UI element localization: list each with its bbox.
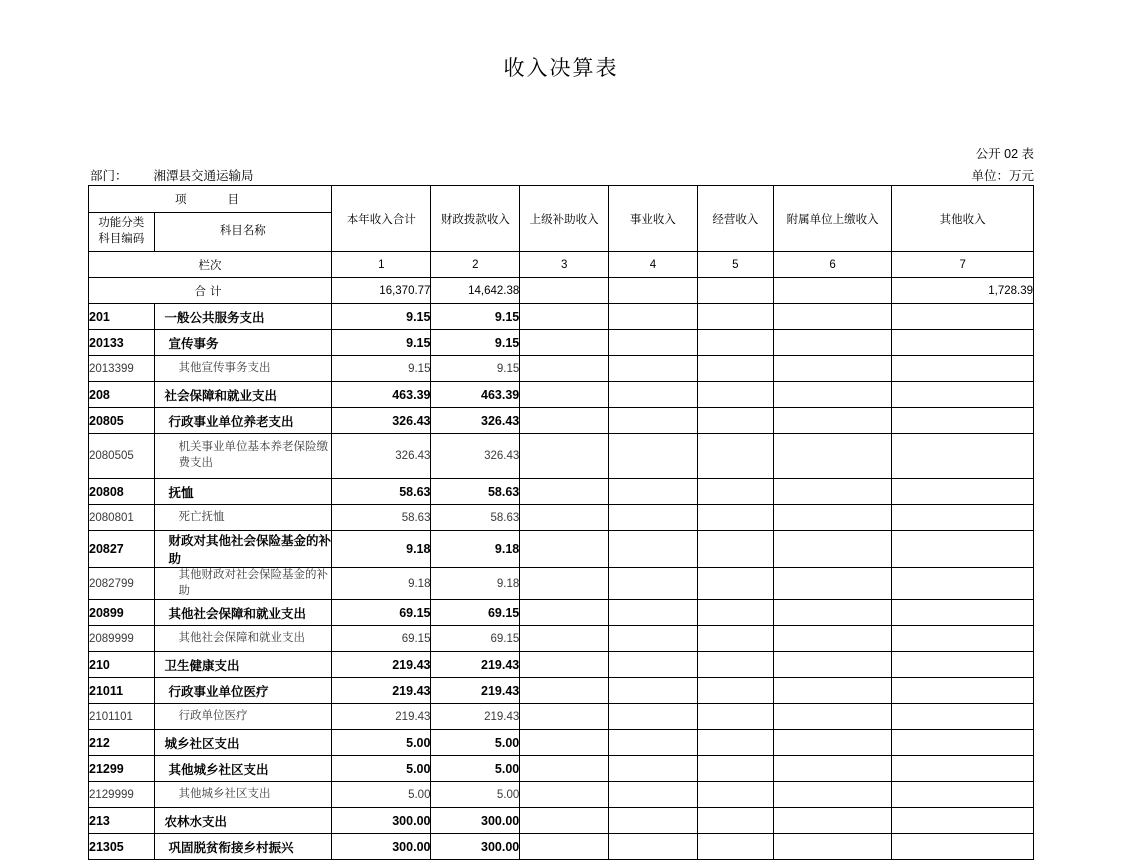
header-col-3: 上级补助收入 xyxy=(520,186,609,252)
row-value-1: 9.18 xyxy=(332,531,431,568)
table-row xyxy=(89,505,1034,531)
row-code: 2129999 xyxy=(89,782,155,808)
row-subject-name: 城乡社区支出 xyxy=(154,730,332,756)
table-row xyxy=(89,531,1034,568)
row-value-6 xyxy=(773,808,891,834)
row-subject-name: 其他社会保障和就业支出 xyxy=(154,626,332,652)
table-lane-row xyxy=(89,252,1034,278)
row-value-7 xyxy=(892,382,1034,408)
row-value-6 xyxy=(773,600,891,626)
table-row xyxy=(89,808,1034,834)
row-value-3 xyxy=(520,304,609,330)
header-col-5: 经营收入 xyxy=(697,186,773,252)
row-value-2: 219.43 xyxy=(431,704,520,730)
row-value-4 xyxy=(609,304,698,330)
row-value-3 xyxy=(520,330,609,356)
row-value-6 xyxy=(773,356,891,382)
row-value-6 xyxy=(773,505,891,531)
row-value-1: 326.43 xyxy=(332,434,431,479)
row-value-2: 219.43 xyxy=(431,652,520,678)
header-name-column: 科目名称 xyxy=(154,213,332,252)
row-value-1: 219.43 xyxy=(332,678,431,704)
table-row xyxy=(89,568,1034,600)
row-value-4 xyxy=(609,704,698,730)
row-subject-name: 社会保障和就业支出 xyxy=(154,382,332,408)
row-value-7 xyxy=(892,678,1034,704)
row-code: 2080505 xyxy=(89,434,155,479)
row-value-6 xyxy=(773,678,891,704)
row-value-3 xyxy=(520,505,609,531)
row-subject-name: 其他城乡社区支出 xyxy=(154,756,332,782)
row-value-4 xyxy=(609,678,698,704)
row-value-3 xyxy=(520,730,609,756)
row-value-1: 58.63 xyxy=(332,479,431,505)
total-label: 合计 xyxy=(89,278,332,304)
row-value-4 xyxy=(609,434,698,479)
department-line xyxy=(90,166,254,184)
row-value-3 xyxy=(520,600,609,626)
row-subject-name: 农林水支出 xyxy=(154,808,332,834)
row-value-2: 9.15 xyxy=(431,330,520,356)
row-value-7 xyxy=(892,505,1034,531)
row-value-7 xyxy=(892,531,1034,568)
row-subject-name: 一般公共服务支出 xyxy=(154,304,332,330)
row-value-5 xyxy=(697,808,773,834)
header-col-7: 其他收入 xyxy=(892,186,1034,252)
table-row xyxy=(89,756,1034,782)
lane-num-4: 4 xyxy=(609,252,698,278)
row-value-5 xyxy=(697,434,773,479)
row-code: 20827 xyxy=(89,531,155,568)
row-value-4 xyxy=(609,479,698,505)
row-value-3 xyxy=(520,568,609,600)
row-value-5 xyxy=(697,505,773,531)
row-value-2: 219.43 xyxy=(431,678,520,704)
unit-note: 单位：万元 xyxy=(971,169,1034,183)
lane-label: 栏次 xyxy=(89,252,332,278)
page xyxy=(0,52,1122,855)
header-code-line2: 科目编码 xyxy=(98,233,145,245)
row-value-7 xyxy=(892,834,1034,860)
row-value-2: 463.39 xyxy=(431,382,520,408)
row-subject-name: 机关事业单位基本养老保险缴费支出 xyxy=(154,434,332,479)
row-value-1: 9.15 xyxy=(332,304,431,330)
row-value-5 xyxy=(697,782,773,808)
table-row xyxy=(89,356,1034,382)
row-value-5 xyxy=(697,330,773,356)
row-value-5 xyxy=(697,678,773,704)
row-value-7 xyxy=(892,568,1034,600)
row-value-3 xyxy=(520,626,609,652)
header-code-column xyxy=(89,213,155,252)
total-value-3 xyxy=(520,278,609,304)
row-value-1: 5.00 xyxy=(332,756,431,782)
row-subject-name: 宣传事务 xyxy=(154,330,332,356)
row-subject-name: 行政事业单位养老支出 xyxy=(154,408,332,434)
total-value-2: 14,642.38 xyxy=(431,278,520,304)
lane-num-1: 1 xyxy=(332,252,431,278)
row-value-1: 300.00 xyxy=(332,808,431,834)
row-value-7 xyxy=(892,782,1034,808)
row-code: 210 xyxy=(89,652,155,678)
row-value-7 xyxy=(892,756,1034,782)
row-value-5 xyxy=(697,756,773,782)
row-value-1: 5.00 xyxy=(332,782,431,808)
header-col-4: 事业收入 xyxy=(609,186,698,252)
row-value-1: 219.43 xyxy=(332,652,431,678)
row-value-5 xyxy=(697,382,773,408)
row-value-7 xyxy=(892,330,1034,356)
row-value-2: 9.15 xyxy=(431,356,520,382)
row-value-4 xyxy=(609,626,698,652)
row-value-2: 69.15 xyxy=(431,600,520,626)
row-code: 213 xyxy=(89,808,155,834)
table-row-total xyxy=(89,278,1034,304)
row-value-1: 326.43 xyxy=(332,408,431,434)
row-code: 20805 xyxy=(89,408,155,434)
row-value-3 xyxy=(520,408,609,434)
row-value-5 xyxy=(697,600,773,626)
row-value-6 xyxy=(773,304,891,330)
page-title: 收入决算表 xyxy=(503,57,619,80)
row-value-5 xyxy=(697,479,773,505)
row-subject-name: 其他财政对社会保险基金的补助 xyxy=(154,568,332,600)
row-value-3 xyxy=(520,756,609,782)
row-value-7 xyxy=(892,652,1034,678)
row-value-5 xyxy=(697,304,773,330)
row-value-3 xyxy=(520,808,609,834)
row-value-6 xyxy=(773,531,891,568)
table-row xyxy=(89,652,1034,678)
row-value-5 xyxy=(697,531,773,568)
table-row xyxy=(89,304,1034,330)
table-row xyxy=(89,782,1034,808)
row-subject-name: 死亡抚恤 xyxy=(154,505,332,531)
sheet-number: 公开 02 表 xyxy=(975,147,1034,161)
table-row xyxy=(89,330,1034,356)
row-value-1: 9.15 xyxy=(332,330,431,356)
row-value-4 xyxy=(609,808,698,834)
row-code: 20808 xyxy=(89,479,155,505)
total-value-7: 1,728.39 xyxy=(892,278,1034,304)
department-label: 部门： xyxy=(90,169,128,183)
row-value-4 xyxy=(609,408,698,434)
header-col-2: 财政拨款收入 xyxy=(431,186,520,252)
row-subject-name: 财政对其他社会保险基金的补助 xyxy=(154,531,332,568)
row-value-4 xyxy=(609,730,698,756)
row-subject-name: 其他城乡社区支出 xyxy=(154,782,332,808)
row-value-5 xyxy=(697,568,773,600)
table-row xyxy=(89,382,1034,408)
row-subject-name: 行政事业单位医疗 xyxy=(154,678,332,704)
row-value-1: 463.39 xyxy=(332,382,431,408)
row-value-2: 58.63 xyxy=(431,479,520,505)
row-value-1: 58.63 xyxy=(332,505,431,531)
row-value-7 xyxy=(892,704,1034,730)
row-value-2: 58.63 xyxy=(431,505,520,531)
row-value-2: 326.43 xyxy=(431,408,520,434)
row-value-3 xyxy=(520,531,609,568)
department-name: 湘潭县交通运输局 xyxy=(153,169,254,183)
row-value-5 xyxy=(697,834,773,860)
lane-num-2: 2 xyxy=(431,252,520,278)
row-value-4 xyxy=(609,531,698,568)
row-value-6 xyxy=(773,434,891,479)
row-value-1: 300.00 xyxy=(332,834,431,860)
row-value-3 xyxy=(520,782,609,808)
row-value-1: 9.15 xyxy=(332,356,431,382)
header-group-item: 项 目 xyxy=(89,186,332,213)
row-value-5 xyxy=(697,408,773,434)
lane-num-3: 3 xyxy=(520,252,609,278)
table-row xyxy=(89,730,1034,756)
table-row xyxy=(89,479,1034,505)
row-value-3 xyxy=(520,678,609,704)
row-value-4 xyxy=(609,356,698,382)
row-value-5 xyxy=(697,626,773,652)
table-body xyxy=(89,278,1034,860)
row-value-2: 5.00 xyxy=(431,730,520,756)
row-value-6 xyxy=(773,704,891,730)
row-value-7 xyxy=(892,600,1034,626)
row-value-4 xyxy=(609,568,698,600)
income-final-accounts-table xyxy=(88,185,1034,860)
lane-num-6: 6 xyxy=(773,252,891,278)
row-code: 208 xyxy=(89,382,155,408)
row-value-2: 9.15 xyxy=(431,304,520,330)
row-value-2: 300.00 xyxy=(431,808,520,834)
row-value-6 xyxy=(773,568,891,600)
row-code: 20133 xyxy=(89,330,155,356)
row-value-3 xyxy=(520,704,609,730)
row-code: 21305 xyxy=(89,834,155,860)
table-row xyxy=(89,408,1034,434)
header-col-1: 本年收入合计 xyxy=(332,186,431,252)
row-value-3 xyxy=(520,434,609,479)
total-value-6 xyxy=(773,278,891,304)
row-value-1: 219.43 xyxy=(332,704,431,730)
table-row xyxy=(89,600,1034,626)
row-value-5 xyxy=(697,652,773,678)
row-value-4 xyxy=(609,756,698,782)
row-value-2: 69.15 xyxy=(431,626,520,652)
row-value-3 xyxy=(520,479,609,505)
row-value-2: 5.00 xyxy=(431,782,520,808)
row-value-7 xyxy=(892,304,1034,330)
row-code: 2101101 xyxy=(89,704,155,730)
row-value-7 xyxy=(892,434,1034,479)
row-value-2: 9.18 xyxy=(431,531,520,568)
row-value-1: 9.18 xyxy=(332,568,431,600)
row-code: 2080801 xyxy=(89,505,155,531)
row-value-6 xyxy=(773,782,891,808)
row-value-1: 69.15 xyxy=(332,600,431,626)
row-value-7 xyxy=(892,408,1034,434)
row-value-4 xyxy=(609,652,698,678)
row-value-3 xyxy=(520,382,609,408)
row-value-7 xyxy=(892,479,1034,505)
row-value-5 xyxy=(697,356,773,382)
row-value-4 xyxy=(609,330,698,356)
table-row xyxy=(89,434,1034,479)
header-col-6: 附属单位上缴收入 xyxy=(773,186,891,252)
row-value-2: 9.18 xyxy=(431,568,520,600)
row-subject-name: 其他宣传事务支出 xyxy=(154,356,332,382)
row-value-4 xyxy=(609,834,698,860)
row-value-2: 5.00 xyxy=(431,756,520,782)
row-subject-name: 卫生健康支出 xyxy=(154,652,332,678)
row-code: 2089999 xyxy=(89,626,155,652)
row-value-7 xyxy=(892,808,1034,834)
row-value-6 xyxy=(773,652,891,678)
row-code: 21299 xyxy=(89,756,155,782)
row-value-6 xyxy=(773,382,891,408)
row-value-3 xyxy=(520,652,609,678)
total-value-4 xyxy=(609,278,698,304)
row-value-6 xyxy=(773,730,891,756)
row-value-6 xyxy=(773,330,891,356)
row-value-6 xyxy=(773,756,891,782)
row-value-7 xyxy=(892,626,1034,652)
row-value-1: 69.15 xyxy=(332,626,431,652)
row-value-5 xyxy=(697,730,773,756)
row-code: 2082799 xyxy=(89,568,155,600)
row-code: 212 xyxy=(89,730,155,756)
row-subject-name: 其他社会保障和就业支出 xyxy=(154,600,332,626)
table-row xyxy=(89,834,1034,860)
row-value-1: 5.00 xyxy=(332,730,431,756)
lane-num-7: 7 xyxy=(892,252,1034,278)
lane-num-5: 5 xyxy=(697,252,773,278)
row-code: 201 xyxy=(89,304,155,330)
row-value-5 xyxy=(697,704,773,730)
table-row xyxy=(89,626,1034,652)
row-value-6 xyxy=(773,479,891,505)
table-header-row-1 xyxy=(89,186,1034,213)
row-value-7 xyxy=(892,356,1034,382)
row-subject-name: 巩固脱贫衔接乡村振兴 xyxy=(154,834,332,860)
total-value-1: 16,370.77 xyxy=(332,278,431,304)
row-code: 2013399 xyxy=(89,356,155,382)
row-value-4 xyxy=(609,782,698,808)
row-value-4 xyxy=(609,600,698,626)
row-value-3 xyxy=(520,834,609,860)
row-value-3 xyxy=(520,356,609,382)
row-subject-name: 抚恤 xyxy=(154,479,332,505)
table-row xyxy=(89,678,1034,704)
row-code: 20899 xyxy=(89,600,155,626)
row-value-6 xyxy=(773,834,891,860)
table-row xyxy=(89,704,1034,730)
row-value-6 xyxy=(773,408,891,434)
row-value-7 xyxy=(892,730,1034,756)
row-value-4 xyxy=(609,505,698,531)
row-code: 21011 xyxy=(89,678,155,704)
header-code-line1: 功能分类 xyxy=(98,217,145,230)
row-value-6 xyxy=(773,626,891,652)
row-subject-name: 行政单位医疗 xyxy=(154,704,332,730)
row-value-4 xyxy=(609,382,698,408)
total-value-5 xyxy=(697,278,773,304)
row-value-2: 326.43 xyxy=(431,434,520,479)
row-value-2: 300.00 xyxy=(431,834,520,860)
